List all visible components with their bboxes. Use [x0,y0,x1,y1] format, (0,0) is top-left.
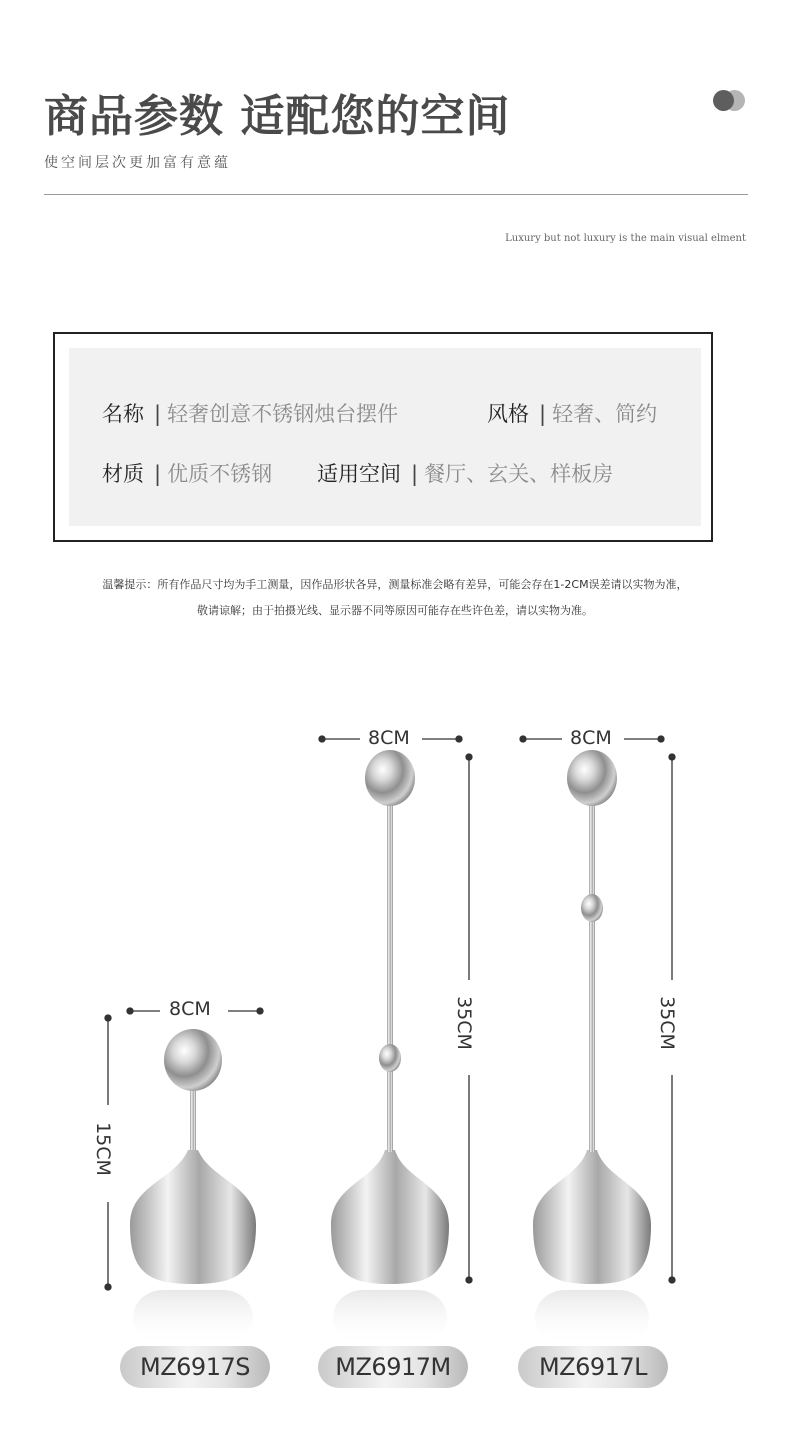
notice-line-2: 敬请谅解；由于拍摄光线、显示器不同等原因可能存在些许色差，请以实物为准。 [197,604,593,617]
spec-separator: | [411,462,419,486]
product-height-large: 35CM [655,996,678,1050]
spec-material-label: 材质 [102,462,144,486]
spec-space [317,458,613,488]
notice-line-1: 温馨提示：所有作品尺寸均为手工测量，因作品形状各异，测量标准会略有差异，可能会存在1-2CM误差请以实物为准， [102,578,688,591]
candle-holder-small [130,1029,256,1345]
spec-panel [53,332,713,542]
spec-space-value: 餐厅、玄关、样板房 [424,462,614,486]
spec-material-value: 优质不锈钢 [167,462,273,486]
candle-holders-illustration [0,680,790,1437]
spec-material [102,458,272,488]
spec-style-value: 轻奢、简约 [552,402,658,426]
spec-style [487,398,657,428]
tagline: Luxury but not luxury is the main visual elment [505,233,746,244]
product-height-medium: 35CM [452,996,475,1050]
candle-holder-large [533,750,651,1345]
spec-separator: | [154,402,162,426]
spec-separator: | [154,462,162,486]
spec-panel-inner [69,348,701,526]
page-subtitle: 使空间层次更加富有意蕴 [44,155,231,171]
product-width-small: 8CM [169,998,211,1020]
decorative-dots-icon [713,90,747,112]
spec-name-label: 名称 [102,402,144,426]
spec-space-label: 适用空间 [317,462,401,486]
spec-separator: | [539,402,547,426]
page-title: 商品参数 适配您的空间 [44,91,511,142]
divider [44,194,748,195]
spec-style-label: 风格 [487,402,529,426]
candle-holder-medium [331,750,449,1345]
spec-name [102,398,398,428]
product-width-medium: 8CM [368,727,410,749]
product-model-small: MZ6917S [120,1346,270,1388]
product-width-large: 8CM [570,727,612,749]
product-height-small: 15CM [91,1122,114,1176]
product-model-medium: MZ6917M [318,1346,468,1388]
product-model-large: MZ6917L [518,1346,668,1388]
spec-name-value: 轻奢创意不锈钢烛台摆件 [167,402,399,426]
